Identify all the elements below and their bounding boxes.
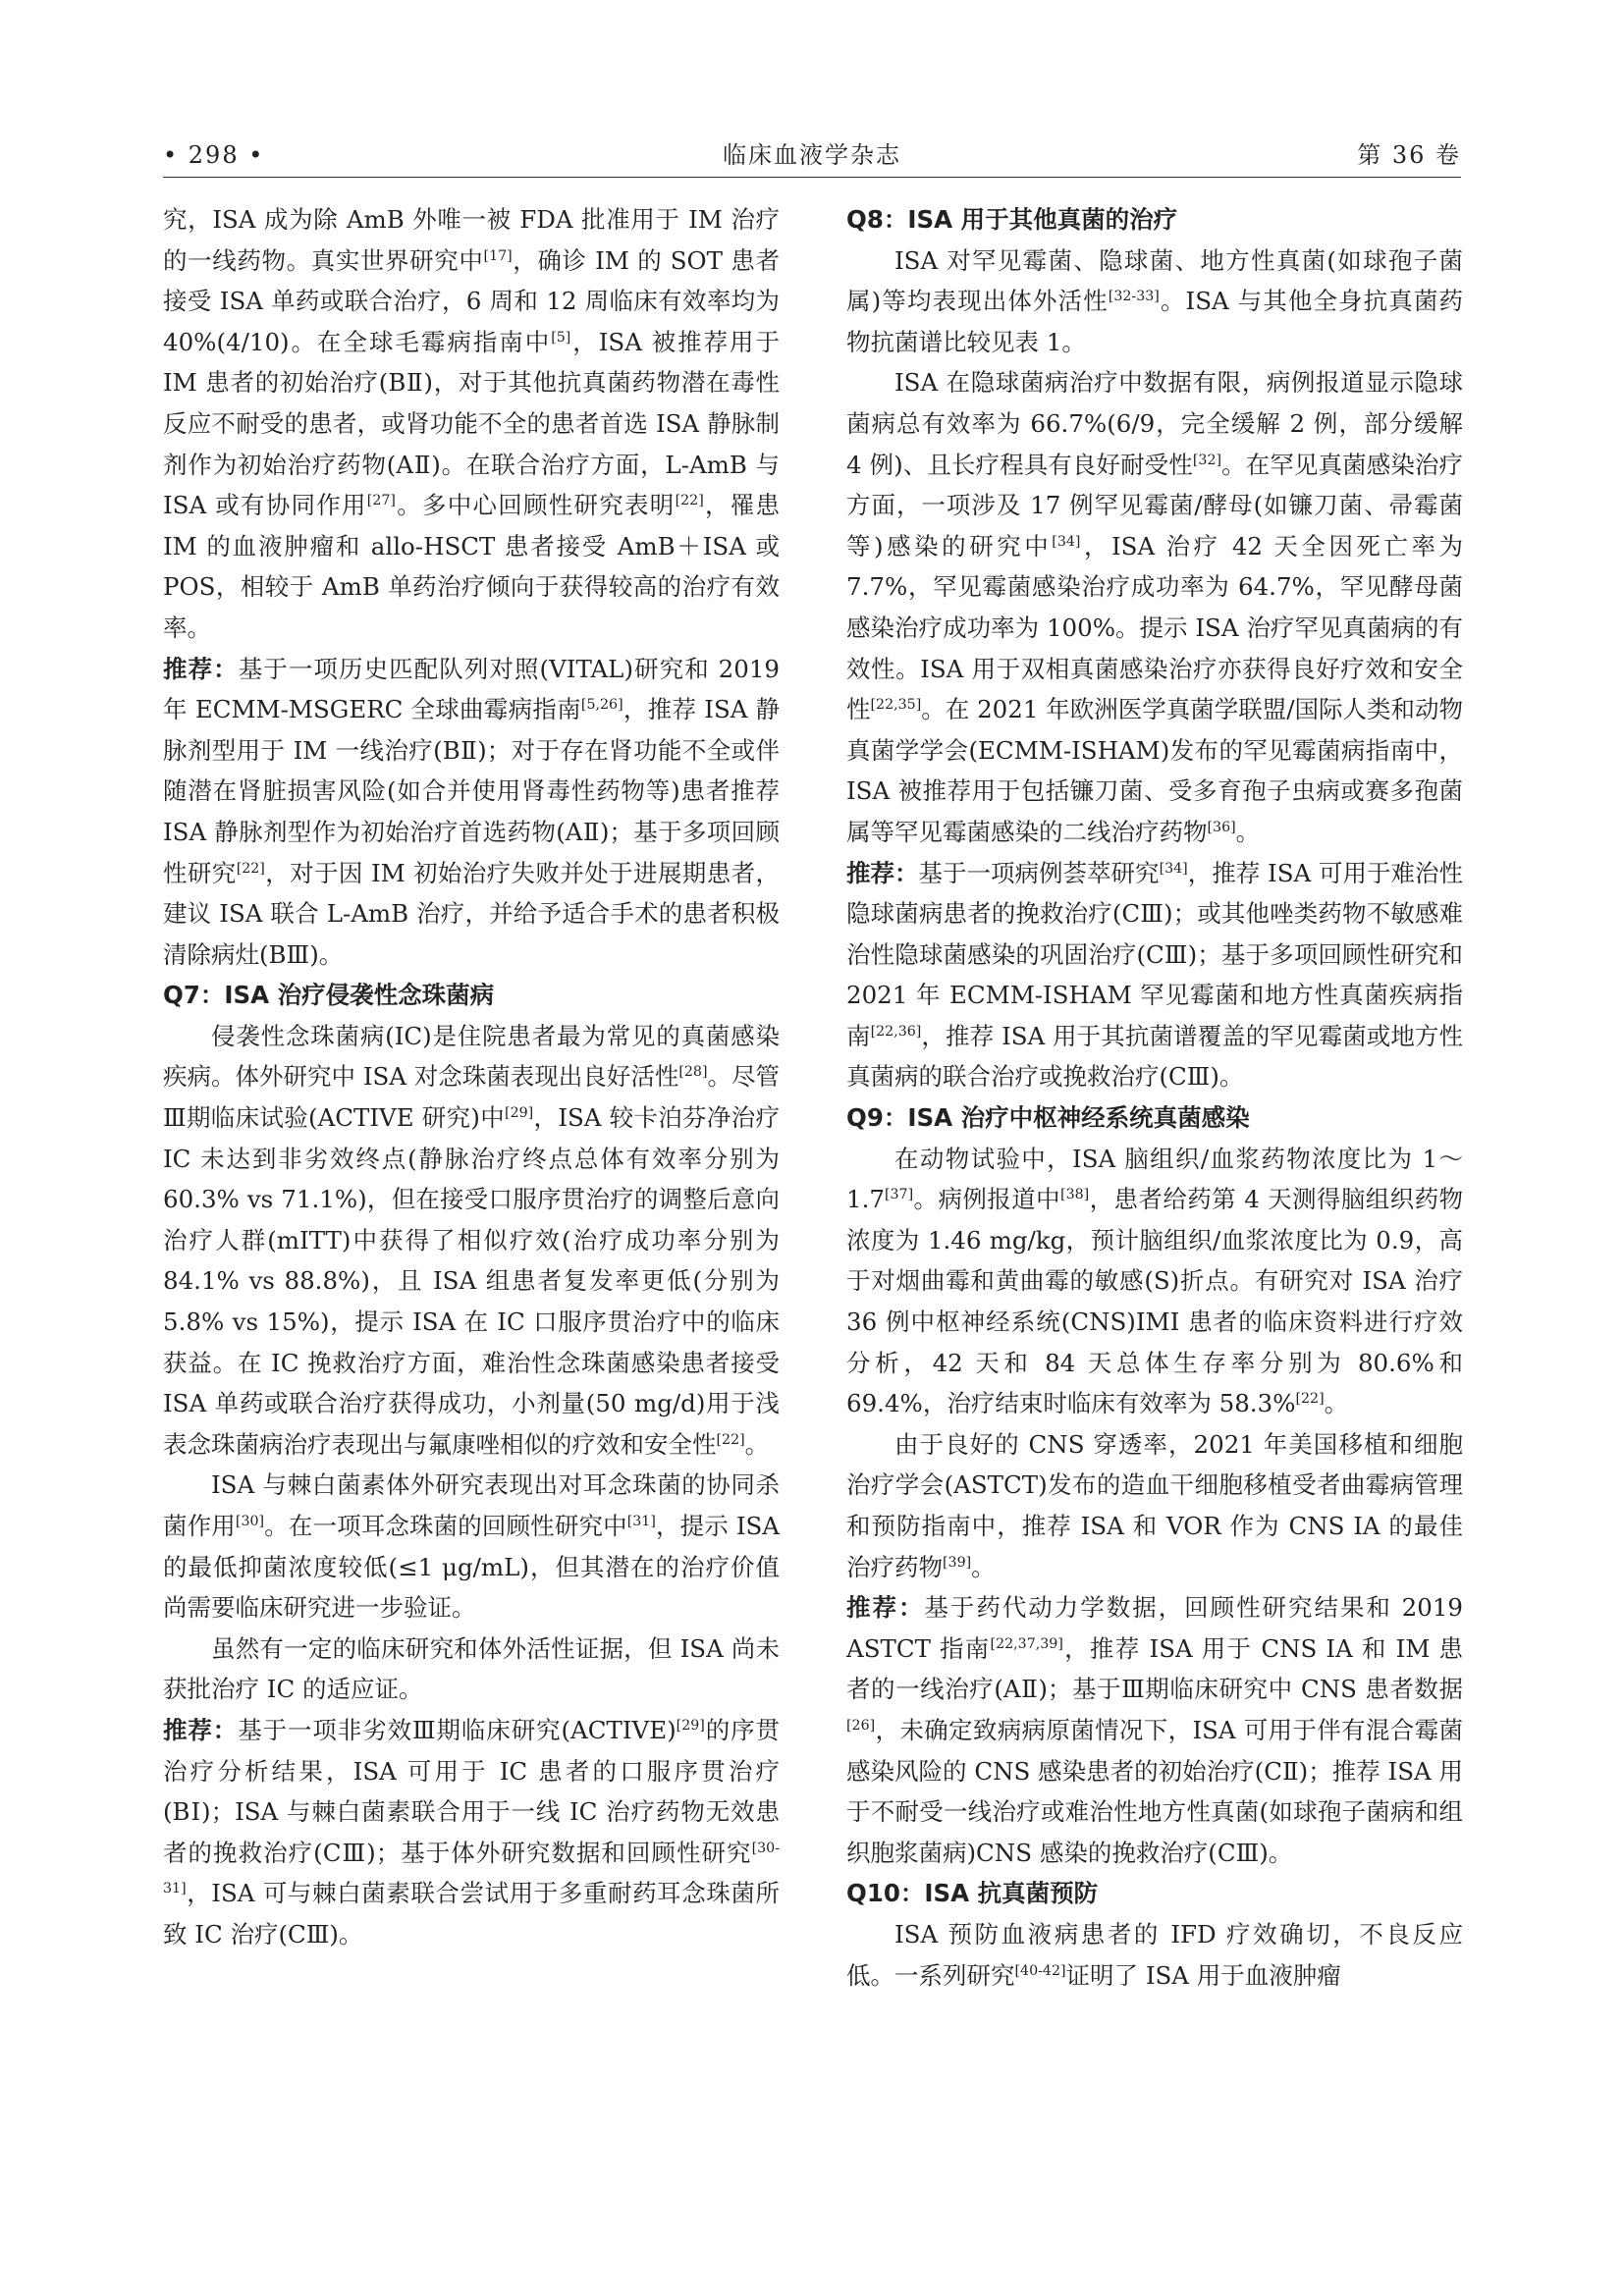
right-column bbox=[846, 199, 1463, 1996]
citation: [40-42] bbox=[1014, 1962, 1066, 1979]
paragraph bbox=[163, 1465, 780, 1628]
text: 究，ISA 成为除 AmB 外唯一被 FDA 批准用于 IM 治疗的一线药物。真实世界研究中 bbox=[163, 205, 780, 275]
recommendation bbox=[163, 1710, 780, 1955]
recommendation bbox=[163, 649, 780, 976]
citation: [22] bbox=[1295, 1391, 1325, 1408]
citation: [39] bbox=[943, 1554, 972, 1571]
text: ISA 预防血液病患者的 IFD 疗效确切，不良反应低。一系列研究 bbox=[846, 1919, 1463, 1990]
text: ，ISA 可与棘白菌素联合尝试用于多重耐药耳念珠菌所致 IC 治疗(CⅢ)。 bbox=[163, 1879, 780, 1949]
text: ，患者给药第 4 天测得脑组织药物浓度为 1.46 mg/kg，预计脑组织/血浆浓度比为 0.9，高于对烟曲霉和黄曲霉的敏感(S)折点。有研究对 ISA 治疗 36 例中枢神经系统(CNS)IMI 患者的临床资料进行疗效分析，42 天和 84 天总体生存率分别为 80.6%和 69.4%，治疗结束时临床有效率为 58.3% bbox=[846, 1185, 1463, 1418]
text: ，罹患 IM 的血液肿瘤和 allo-HSCT 患者接受 AmB＋ISA 或 POS，相较于 AmB 单药治疗倾向于获得较高的治疗有效率。 bbox=[163, 491, 781, 642]
paragraph bbox=[846, 240, 1463, 363]
recommendation-label: 推荐： bbox=[163, 1715, 239, 1744]
volume-label: 第 36 卷 bbox=[1357, 141, 1461, 169]
text: ，推荐 ISA 用于其抗菌谱覆盖的罕见霉菌或地方性真菌病的联合治疗或挽救治疗(CⅢ)。 bbox=[846, 1021, 1464, 1092]
page-number: • 298 • bbox=[163, 141, 265, 169]
text: 。多中心回顾性研究表明 bbox=[395, 491, 676, 520]
section-heading-q10: Q10：ISA 抗真菌预防 bbox=[846, 1879, 1099, 1908]
journal-title: 临床血液学杂志 bbox=[723, 141, 901, 169]
text: 证明了 ISA 用于血液肿瘤 bbox=[1065, 1960, 1341, 1990]
recommendation-label: 推荐： bbox=[163, 654, 239, 683]
text: ，对于因 IM 初始治疗失败并处于进展期患者，建议 ISA 联合 L-AmB 治疗，并给予适合手术的患者积极清除病灶(BⅢ)。 bbox=[163, 858, 780, 969]
text: ，ISA 被推荐用于 IM 患者的初始治疗(BⅡ)，对于其他抗真菌药物潜在毒性反应不耐受的患者，或肾功能不全的患者首选 ISA 静脉制剂作为初始治疗药物(AⅡ)。在联合治疗方面，L-AmB 与 ISA 或有协同作用 bbox=[163, 327, 780, 520]
paragraph bbox=[846, 1139, 1463, 1424]
text: ISA 与棘白菌素体外研究表现出对耳念珠菌的协同杀菌作用 bbox=[163, 1470, 780, 1540]
citation: [22,35] bbox=[870, 696, 922, 713]
text: 。尽管Ⅲ期临床试验(ACTIVE 研究)中 bbox=[163, 1062, 780, 1133]
text: ，ISA 较卡泊芬净治疗 IC 未达到非劣效终点(静脉治疗终点总体有效率分别为 60.3% vs 71.1%)，但在接受口服序贯治疗的调整后意向治疗人群(mITT)中获得了相似疗效(治疗成功率分别为 84.1% vs 88.8%)，且 ISA 组患者复发率更低(分别为 5.8% vs 15%)，提示 ISA 在 IC 口服序贯治疗中的临床获益。在 IC 挽救治疗方面，难治性念珠菌感染患者接受 ISA 单药或联合治疗获得成功，小剂量(50 mg/d)用于浅表念珠菌病治疗表现出与氟康唑相似的疗效和安全性 bbox=[163, 1103, 780, 1459]
text: 基于一项历史匹配队列对照(VITAL)研究和 2019 年 ECMM-MSGERC 全球曲霉病指南 bbox=[163, 654, 781, 724]
text: 基于一项病例荟萃研究 bbox=[918, 858, 1160, 887]
citation: [22,36] bbox=[870, 1023, 922, 1040]
citation: [38] bbox=[1060, 1187, 1090, 1203]
paragraph bbox=[163, 199, 780, 649]
citation: [30-31] bbox=[163, 1840, 780, 1897]
text: 。 bbox=[1324, 1389, 1349, 1418]
text: 。在 2021 年欧洲医学真菌学联盟/国际人类和动物真菌学学会(ECMM-ISHAM)发布的罕见霉菌病指南中，ISA 被推荐用于包括镰刀菌、受多育孢子虫病或赛多孢菌属等罕见霉菌感染的二线治疗药物 bbox=[846, 695, 1464, 846]
citation: [32] bbox=[1192, 452, 1222, 468]
citation: [29] bbox=[505, 1104, 534, 1121]
text: 的序贯治疗分析结果，ISA 可用于 IC 患者的口服序贯治疗(BⅠ)；ISA 与棘白菌素联合用于一线 IC 治疗药物无效患者的挽救治疗(CⅢ)；基于体外研究数据和回顾性研究 bbox=[163, 1715, 781, 1867]
citation: [29] bbox=[676, 1717, 705, 1734]
recommendation bbox=[846, 853, 1463, 1098]
citation: [28] bbox=[678, 1064, 708, 1081]
text: ISA 在隐球菌病治疗中数据有限，病例报道显示隐球菌病总有效率为 66.7%(6/9，完全缓解 2 例，部分缓解 4 例)、且长疗程具有良好耐受性 bbox=[846, 368, 1463, 479]
text: ，推荐 ISA 用于 CNS IA 和 IM 患者的一线治疗(AⅡ)；基于Ⅲ期临床研究中 CNS 患者数据 bbox=[846, 1633, 1463, 1704]
citation: [30] bbox=[235, 1513, 265, 1529]
citation: [22] bbox=[716, 1431, 745, 1448]
text: ，未确定致病病原菌情况下，ISA 可用于伴有混合霉菌感染风险的 CNS 感染患者的初始治疗(CⅡ)；推荐 ISA 用于不耐受一线治疗或难治性地方性真菌(如球孢子菌病和组织胞浆菌病)CNS 感染的挽救治疗(CⅢ)。 bbox=[846, 1715, 1463, 1867]
citation: [37] bbox=[884, 1187, 914, 1203]
section-heading-q9: Q9：ISA 治疗中枢神经系统真菌感染 bbox=[846, 1103, 1250, 1133]
text: 由于良好的 CNS 穿透率，2021 年美国移植和细胞治疗学会(ASTCT)发布的造血干细胞移植受者曲霉病管理和预防指南中，推荐 ISA 和 VOR 作为 CNS IA 的最佳治疗药物 bbox=[846, 1429, 1463, 1581]
citation: [26] bbox=[846, 1717, 876, 1734]
citation: [36] bbox=[1207, 819, 1236, 835]
recommendation-label: 推荐： bbox=[846, 858, 919, 887]
recommendation bbox=[846, 1587, 1463, 1873]
text: 在动物试验中，ISA 脑组织/血浆药物浓度比为 1～1.7 bbox=[846, 1144, 1463, 1214]
citation: [22,37,39] bbox=[990, 1635, 1063, 1652]
text: ，推荐 ISA 静脉剂型用于 IM 一线治疗(BⅡ)；对于存在肾功能不全或伴随潜在肾脏损害风险(如合并使用肾毒性药物等)患者推荐 ISA 静脉剂型作为初始治疗首选药物(AⅡ)；基于多项回顾性研究 bbox=[163, 695, 780, 887]
citation: [32-33] bbox=[1108, 289, 1160, 305]
text: ISA 对罕见霉菌、隐球菌、地方性真菌(如球孢子菌属)等均表现出体外活性 bbox=[846, 245, 1463, 316]
citation: [22] bbox=[236, 860, 265, 877]
text: 。在罕见真菌感染治疗方面，一项涉及 17 例罕见霉菌/酵母(如镰刀菌、帚霉菌等)感染的研究中 bbox=[846, 450, 1464, 561]
citation: [5,26] bbox=[580, 696, 623, 713]
text: ，ISA 治疗 42 天全因死亡率为 7.7%，罕见霉菌感染治疗成功率为 64.7%，罕见酵母菌感染治疗成功率为 100%。提示 ISA 治疗罕见真菌病的有效性。ISA 用于双相真菌感染治疗亦获得良好疗效和安全性 bbox=[846, 531, 1463, 724]
paragraph: 虽然有一定的临床研究和体外活性证据，但 ISA 尚未获批治疗 IC 的适应证。 bbox=[163, 1633, 780, 1704]
text: 。 bbox=[744, 1429, 770, 1459]
citation: [22] bbox=[675, 493, 704, 508]
paragraph bbox=[163, 1016, 780, 1466]
recommendation-label: 推荐： bbox=[846, 1593, 925, 1623]
paragraph bbox=[846, 1424, 1463, 1587]
citation: [34] bbox=[1159, 860, 1188, 877]
text: ，推荐 ISA 可用于难治性隐球菌病患者的挽救治疗(CⅢ)；或其他唑类药物不敏感难治性隐球菌感染的巩固治疗(CⅢ)；基于多项回顾性研究和 2021 年 ECMM-ISHAM 罕见霉菌和地方性真菌疾病指南 bbox=[846, 858, 1463, 1050]
citation: [17] bbox=[483, 247, 513, 264]
citation: [31] bbox=[626, 1513, 656, 1529]
page-header bbox=[163, 135, 1461, 175]
citation: [27] bbox=[366, 493, 396, 508]
citation: [34] bbox=[1052, 533, 1081, 550]
text: 。ISA 与其他全身抗真菌药物抗菌谱比较见表 1。 bbox=[846, 287, 1463, 356]
section-heading-q7: Q7：ISA 治疗侵袭性念珠菌病 bbox=[163, 981, 495, 1010]
section-heading-q8: Q8：ISA 用于其他真菌的治疗 bbox=[846, 205, 1178, 234]
header-rule bbox=[163, 177, 1461, 178]
text: 。病例报道中 bbox=[913, 1185, 1061, 1214]
text: 。 bbox=[971, 1552, 996, 1581]
text: ，确诊 IM 的 SOT 患者接受 ISA 单药或联合治疗，6 周和 12 周临床有效率均为 40%(4/10)。在全球毛霉病指南中 bbox=[163, 245, 780, 356]
text: 侵袭性念珠菌病(IC)是住院患者最为常见的真菌感染疾病。体外研究中 ISA 对念珠菌表现出良好活性 bbox=[163, 1021, 780, 1092]
text: 。 bbox=[1235, 817, 1261, 846]
text: 基于一项非劣效Ⅲ期临床研究(ACTIVE) bbox=[238, 1715, 677, 1744]
paragraph bbox=[846, 362, 1463, 852]
paragraph bbox=[846, 1914, 1463, 1996]
text: ，提示 ISA 的最低抑菌浓度较低(≤1 μg/mL)，但其潜在的治疗价值尚需要临床研究进一步验证。 bbox=[163, 1512, 780, 1623]
citation: [5] bbox=[551, 329, 571, 346]
text: 。在一项耳念珠菌的回顾性研究中 bbox=[264, 1512, 627, 1540]
text: 基于药代动力学数据，回顾性研究结果和 2019 ASTCT 指南 bbox=[846, 1593, 1464, 1663]
left-column bbox=[163, 199, 780, 1955]
